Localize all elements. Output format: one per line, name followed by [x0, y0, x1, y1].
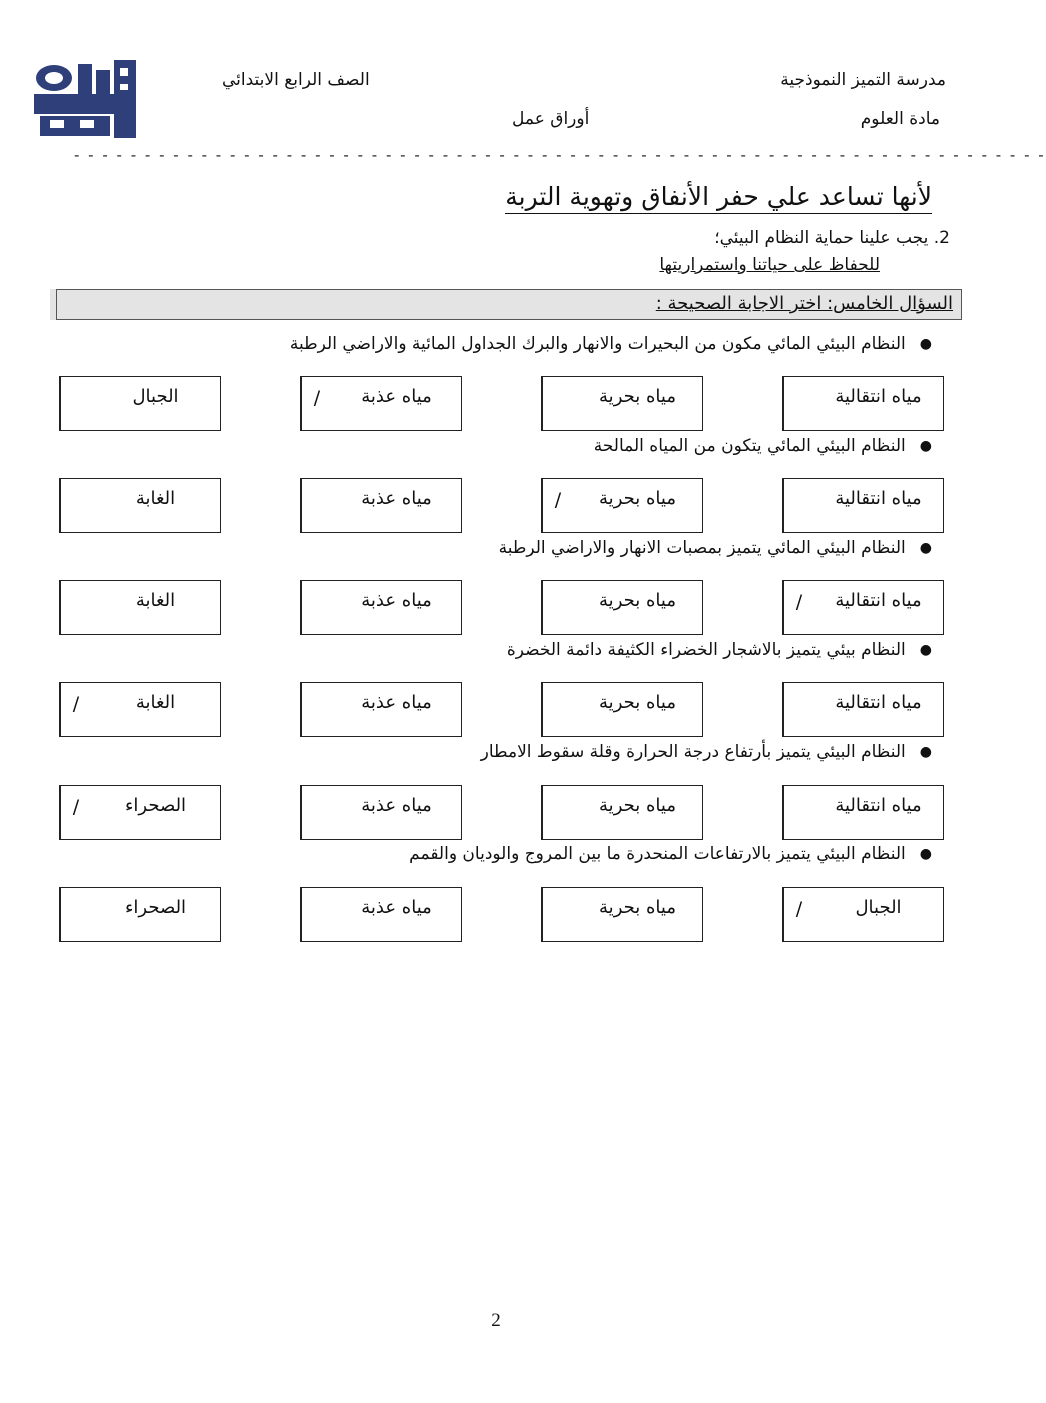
- answer-option[interactable]: [59, 682, 221, 737]
- option-label: مياه انتقالية: [835, 590, 922, 611]
- option-label: مياه عذبة: [361, 897, 432, 918]
- question-text: النظام البيئي المائي يتميز بمصبات الانهار والاراضي الرطبة: [498, 538, 906, 558]
- option-label: مياه انتقالية: [835, 795, 922, 816]
- question-2-text: 2. يجب علينا حماية النظام البيئي؛: [714, 228, 950, 248]
- option-label: مياه عذبة: [361, 488, 432, 509]
- option-label: مياه بحرية: [599, 692, 676, 713]
- option-label: مياه عذبة: [361, 590, 432, 611]
- bullet-icon: ●: [919, 642, 932, 658]
- option-checkbox[interactable]: [301, 786, 332, 839]
- answer-option[interactable]: [541, 682, 703, 737]
- question-item: [409, 844, 932, 864]
- answer-option[interactable]: [59, 376, 221, 431]
- header-divider: - - - - - - - - - - - - - - - - - - - - - - - - - - - - - - - - - - - - - - - - - - - - - - - - - - - - - - - - - - - - - - - - - - - - -: [74, 146, 1046, 164]
- option-label: مياه عذبة: [361, 692, 432, 713]
- answer-option[interactable]: [300, 785, 462, 840]
- bullet-icon: ●: [919, 540, 932, 556]
- bullet-icon: ●: [919, 846, 932, 862]
- answer-option[interactable]: [782, 376, 944, 431]
- option-label: مياه بحرية: [599, 386, 676, 407]
- question-text: النظام البيئي يتميز بالارتفاعات المنحدرة ما بين المروج والوديان والقمم: [409, 844, 906, 864]
- option-checkbox[interactable]: [301, 581, 332, 634]
- answer-option[interactable]: [300, 580, 462, 635]
- question-text: النظام البيئي المائي يتكون من المياه المالحة: [593, 436, 906, 456]
- option-label: الجبال: [855, 897, 902, 918]
- option-label: الصحراء: [124, 795, 187, 816]
- question-item: [594, 436, 932, 456]
- option-label: مياه انتقالية: [835, 386, 922, 407]
- bullet-icon: ●: [919, 336, 932, 352]
- worksheet-title: أوراق عمل: [512, 109, 590, 129]
- answer-option[interactable]: [300, 887, 462, 942]
- option-checkbox[interactable]: [60, 377, 91, 430]
- question-item: [499, 538, 932, 558]
- answer-option[interactable]: [782, 682, 944, 737]
- bullet-icon: ●: [919, 438, 932, 454]
- option-checkbox[interactable]: [542, 683, 573, 736]
- question-text: النظام البيئي المائي مكون من البحيرات والانهار والبرك الجداول المائية والاراضي الرطبة: [289, 334, 906, 354]
- option-checkbox[interactable]: /: [542, 479, 573, 532]
- school-name: مدرسة التميز النموذجية: [780, 70, 946, 90]
- answer-option[interactable]: [300, 376, 462, 431]
- bullet-icon: ●: [919, 744, 932, 760]
- option-label: الجبال: [132, 386, 179, 407]
- school-logo: [34, 60, 140, 140]
- question-text: النظام البيئي يتميز بأرتفاع درجة الحرارة وقلة سقوط الامطار: [480, 742, 906, 762]
- answer-option[interactable]: [541, 580, 703, 635]
- answer-option[interactable]: [59, 887, 221, 942]
- answer-option[interactable]: [59, 478, 221, 533]
- option-label: مياه بحرية: [599, 795, 676, 816]
- page-number: 2: [491, 1310, 501, 1331]
- question-item: [290, 334, 932, 354]
- option-checkbox[interactable]: [542, 786, 573, 839]
- previous-answer: لأنها تساعد علي حفر الأنفاق وتهوية التربة: [505, 182, 932, 214]
- option-label: مياه عذبة: [361, 386, 432, 407]
- option-label: مياه عذبة: [361, 795, 432, 816]
- answer-option[interactable]: [782, 478, 944, 533]
- answer-option[interactable]: [541, 376, 703, 431]
- option-checkbox[interactable]: [60, 888, 91, 941]
- option-checkbox[interactable]: [542, 377, 573, 430]
- answer-option[interactable]: [541, 478, 703, 533]
- option-checkbox[interactable]: /: [783, 581, 814, 634]
- option-checkbox[interactable]: [783, 479, 814, 532]
- option-checkbox[interactable]: /: [60, 786, 91, 839]
- option-label: الغابة: [135, 590, 176, 611]
- option-label: الغابة: [135, 692, 176, 713]
- subject-label: مادة العلوم: [860, 109, 940, 129]
- option-checkbox[interactable]: [783, 786, 814, 839]
- option-checkbox[interactable]: /: [60, 683, 91, 736]
- section-5-header: [56, 289, 962, 320]
- option-checkbox[interactable]: [783, 683, 814, 736]
- option-checkbox[interactable]: [60, 581, 91, 634]
- question-item: [481, 742, 932, 762]
- answer-option[interactable]: [300, 682, 462, 737]
- option-checkbox[interactable]: [783, 377, 814, 430]
- question-2-answer: للحفاظ على حياتنا واستمراريتها: [659, 255, 880, 275]
- option-checkbox[interactable]: /: [301, 377, 332, 430]
- option-label: مياه انتقالية: [835, 692, 922, 713]
- option-checkbox[interactable]: [542, 888, 573, 941]
- option-checkbox[interactable]: [301, 683, 332, 736]
- question-text: النظام بيئي يتميز بالاشجار الخضراء الكثيفة دائمة الخضرة: [506, 640, 906, 660]
- question-item: [507, 640, 932, 660]
- answer-option[interactable]: [59, 580, 221, 635]
- option-label: مياه بحرية: [599, 590, 676, 611]
- answer-option[interactable]: [782, 580, 944, 635]
- answer-option[interactable]: [782, 785, 944, 840]
- option-label: مياه بحرية: [599, 897, 676, 918]
- section-5-title: السؤال الخامس: اختر الاجابة الصحيحة :: [655, 293, 953, 314]
- option-checkbox[interactable]: [301, 479, 332, 532]
- answer-option[interactable]: [541, 785, 703, 840]
- grade-label: الصف الرابع الابتدائي: [222, 70, 370, 90]
- option-checkbox[interactable]: [542, 581, 573, 634]
- answer-option[interactable]: [782, 887, 944, 942]
- option-checkbox[interactable]: /: [783, 888, 814, 941]
- option-label: مياه انتقالية: [835, 488, 922, 509]
- option-label: الصحراء: [124, 897, 187, 918]
- option-label: الغابة: [135, 488, 176, 509]
- option-checkbox[interactable]: [301, 888, 332, 941]
- answer-option[interactable]: [541, 887, 703, 942]
- answer-option[interactable]: [300, 478, 462, 533]
- answer-option[interactable]: [59, 785, 221, 840]
- option-label: مياه بحرية: [599, 488, 676, 509]
- option-checkbox[interactable]: [60, 479, 91, 532]
